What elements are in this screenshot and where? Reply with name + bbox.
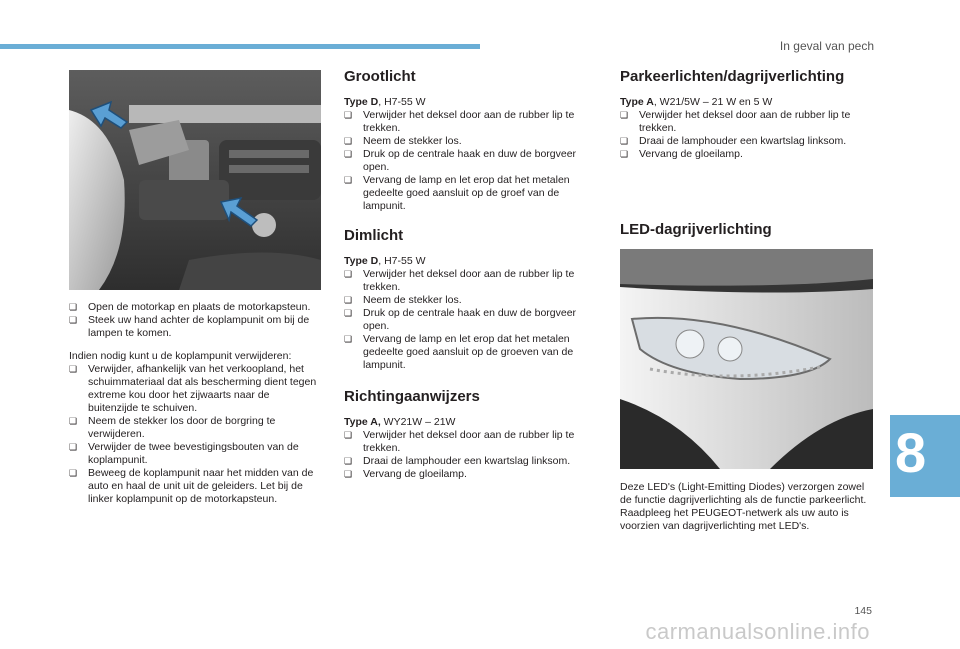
list-item: ❏ Vervang de lamp en let erop dat het metalen gedeelte goed aansluit op de groeven van de lampunit.	[344, 333, 574, 371]
access-steps	[69, 301, 321, 340]
list-item: ❏ Vervang de lamp en let erop dat het metalen gedeelte goed aansluit op de groef van de lampunit.	[344, 174, 570, 212]
checkbox-bullet-icon: ❏	[69, 442, 78, 452]
engine-bay-photo	[69, 70, 321, 290]
dimlicht-steps	[344, 268, 592, 372]
checkbox-bullet-icon: ❏	[344, 334, 353, 344]
richting-heading: Richtingaanwijzers	[344, 388, 480, 405]
led-headlight-photo	[620, 249, 873, 469]
list-item: ❏ Neem de stekker los.	[344, 294, 462, 306]
led-heading: LED-dagrijverlichting	[620, 221, 772, 238]
checkbox-bullet-icon: ❏	[69, 468, 78, 478]
right-column	[620, 68, 875, 533]
list-item: ❏ Verwijder de twee bevestigingsbouten van de koplampunit.	[69, 441, 299, 466]
list-item: ❏ Verwijder, afhankelijk van het verkoopland, het schuimmateriaal dat als bescherming dient tegen extreme kou door het zijwaarts naar de buitenzijde te schuiven.	[69, 363, 317, 414]
checkbox-bullet-icon: ❏	[69, 302, 78, 312]
checkbox-bullet-icon: ❏	[620, 110, 629, 120]
chapter-number: 8	[895, 421, 927, 484]
checkbox-bullet-icon: ❏	[69, 364, 78, 374]
removal-steps	[69, 363, 321, 506]
checkbox-bullet-icon: ❏	[344, 269, 353, 279]
checkbox-bullet-icon: ❏	[620, 149, 629, 159]
list-item: ❏ Steek uw hand achter de koplampunit om bij de lampen te komen.	[69, 314, 310, 339]
checkbox-bullet-icon: ❏	[344, 136, 353, 146]
left-column	[69, 70, 321, 506]
list-item: ❏ Druk op de centrale haak en duw de borgveer open.	[344, 148, 577, 173]
dimlicht-type: Type D, H7-55 W	[344, 255, 426, 267]
parkeer-heading: Parkeerlichten/dagrijverlichting	[620, 68, 845, 85]
grootlicht-steps	[344, 109, 592, 213]
list-item: ❏ Draai de lamphouder een kwartslag linksom.	[620, 135, 847, 147]
list-item: ❏ Verwijder het deksel door aan de rubber lip te trekken.	[344, 109, 575, 134]
checkbox-bullet-icon: ❏	[344, 175, 353, 185]
checkbox-bullet-icon: ❏	[344, 469, 353, 479]
parkeer-type: Type A, W21/5W – 21 W en 5 W	[620, 96, 773, 108]
watermark: carmanualsonline.info	[645, 619, 870, 644]
grootlicht-heading: Grootlicht	[344, 68, 416, 85]
list-item: ❏ Druk op de centrale haak en duw de borgveer open.	[344, 307, 577, 332]
list-item: ❏ Open de motorkap en plaats de motorkapsteun.	[69, 301, 311, 313]
checkbox-bullet-icon: ❏	[344, 110, 353, 120]
checkbox-bullet-icon: ❏	[344, 430, 353, 440]
parkeer-steps	[620, 109, 875, 161]
section-title: In geval van pech	[779, 39, 874, 53]
list-item: ❏ Verwijder het deksel door aan de rubber lip te trekken.	[344, 429, 575, 454]
list-item: ❏ Neem de stekker los door de borgring te verwijderen.	[69, 415, 276, 440]
removal-intro: Indien nodig kunt u de koplampunit verwijderen:	[69, 350, 292, 362]
list-item: ❏ Beweeg de koplampunit naar het midden van de auto en haal de unit uit de geleiders. Let bij de linker koplampunit op de motorkapsteun.	[69, 467, 314, 505]
checkbox-bullet-icon: ❏	[344, 456, 353, 466]
led-text-1: Deze LED's (Light-Emitting Diodes) verzorgen zowel de functie dagrijverlichting als de functie parkeerlicht.	[620, 481, 867, 506]
dimlicht-heading: Dimlicht	[344, 227, 404, 244]
checkbox-bullet-icon: ❏	[69, 416, 78, 426]
checkbox-bullet-icon: ❏	[69, 315, 78, 325]
middle-column	[344, 68, 592, 481]
list-item: ❏ Draai de lamphouder een kwartslag linksom.	[344, 455, 571, 467]
header-accent-bar	[0, 44, 480, 49]
grootlicht-type: Type D, H7-55 W	[344, 96, 426, 108]
list-item: ❏ Verwijder het deksel door aan de rubber lip te trekken.	[620, 109, 851, 134]
list-item: ❏ Vervang de gloeilamp.	[620, 148, 743, 160]
checkbox-bullet-icon: ❏	[344, 295, 353, 305]
checkbox-bullet-icon: ❏	[344, 308, 353, 318]
led-text-2: Raadpleeg het PEUGEOT-netwerk als uw auto is voorzien van dagrijverlichting met LED's.	[620, 507, 849, 532]
list-item: ❏ Vervang de gloeilamp.	[344, 468, 467, 480]
checkbox-bullet-icon: ❏	[620, 136, 629, 146]
richting-type: Type A, WY21W – 21W	[344, 416, 456, 428]
richting-steps	[344, 429, 592, 481]
checkbox-bullet-icon: ❏	[344, 149, 353, 159]
page-number: 145	[854, 605, 872, 617]
list-item: ❏ Verwijder het deksel door aan de rubber lip te trekken.	[344, 268, 575, 293]
list-item: ❏ Neem de stekker los.	[344, 135, 462, 147]
